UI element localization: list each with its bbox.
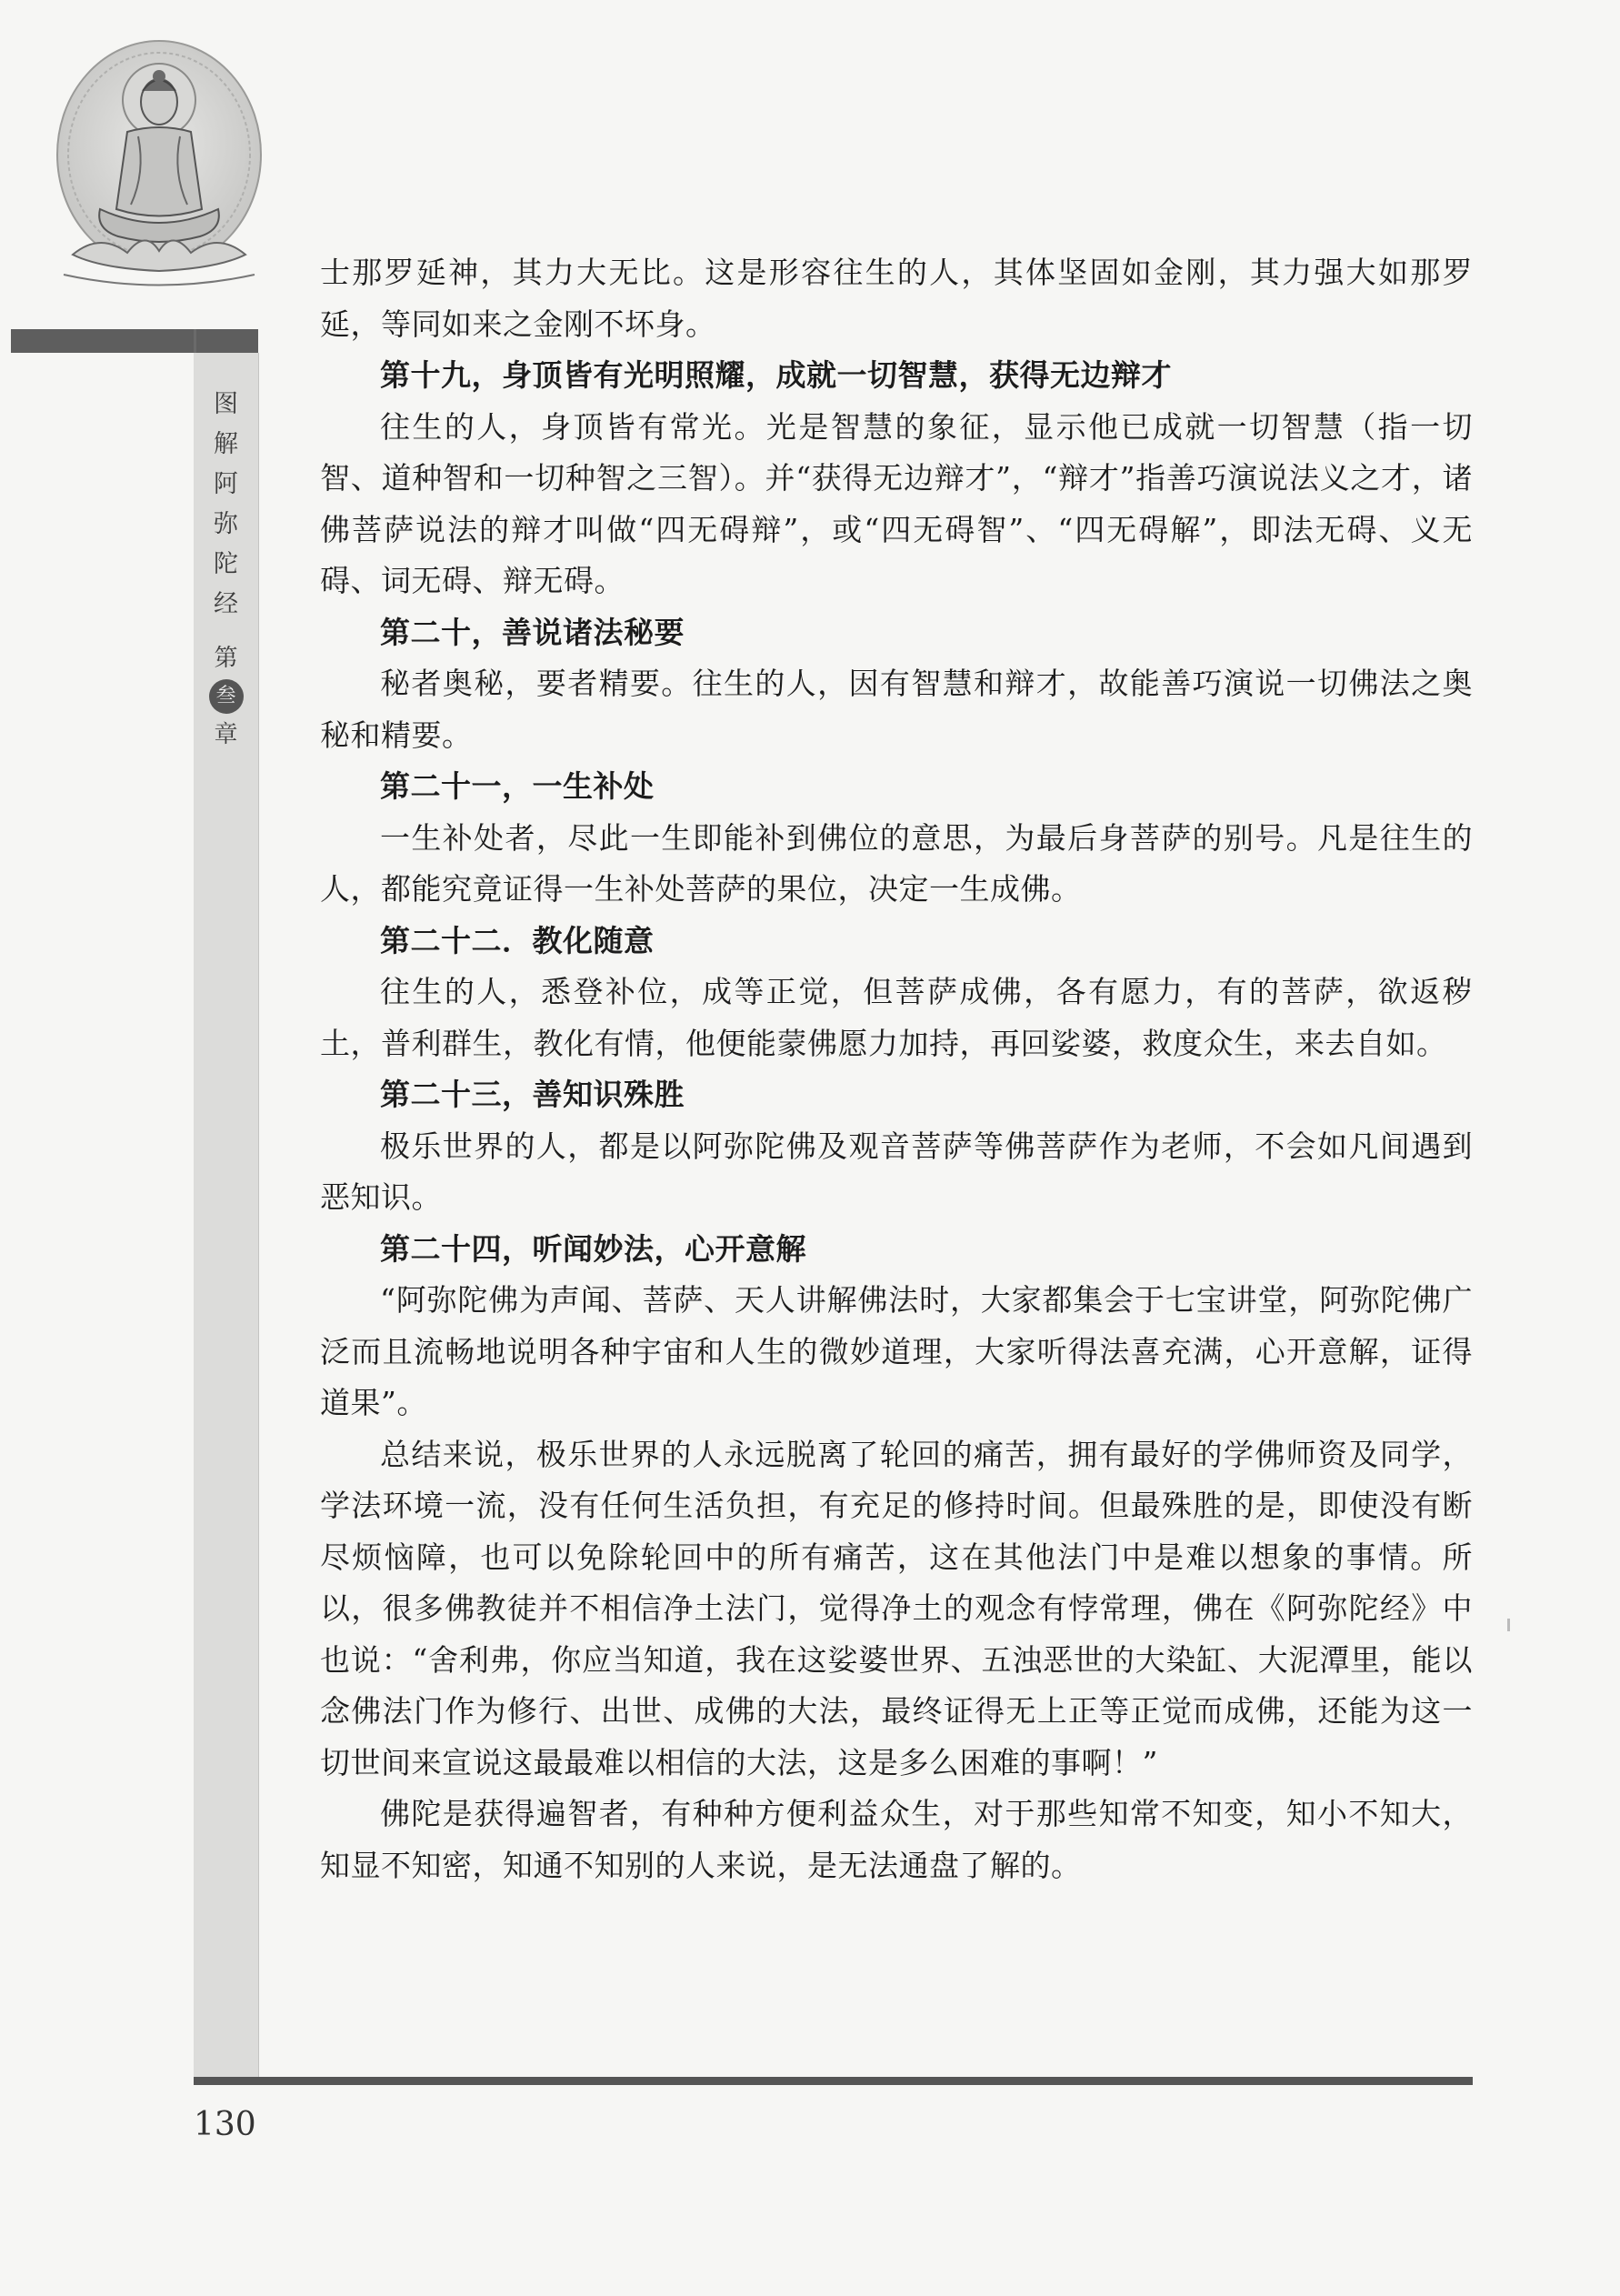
header-rule [11, 329, 258, 353]
book-title-vertical [194, 385, 258, 625]
chapter-label-vertical [194, 639, 258, 754]
section-heading: 第二十，善说诸法秘要 [380, 614, 685, 650]
paragraph: 一生补处者，尽此一生即能补到佛位的意思，为最后身菩萨的别号。凡是往生的人，都能究竟证得一生补处菩萨的果位，决定一生成佛。 [320, 819, 1473, 907]
paragraph: 士那罗延神，其力大无比。这是形容往生的人，其体坚固如金刚，其力强大如那罗延，等同如来之金刚不坏身。 [320, 255, 1473, 342]
book-title-char: 弥 [214, 510, 238, 538]
chapter-suffix: 章 [214, 721, 238, 748]
paragraph: 往生的人，悉登补位，成等正觉，但菩萨成佛，各有愿力，有的菩萨，欲返秽土，普利群生，教化有情，他便能蒙佛愿力加持，再回娑婆，救度众生，来去自如。 [320, 974, 1473, 1061]
book-title-char: 经 [214, 590, 238, 618]
book-title-char: 阿 [214, 470, 238, 498]
section-heading: 第二十四，听闻妙法，心开意解 [380, 1230, 806, 1267]
footer-rule [194, 2077, 1473, 2085]
scan-mark [1507, 1619, 1510, 1631]
book-title-char: 解 [214, 430, 238, 458]
book-title-char: 图 [214, 390, 238, 418]
section-heading: 第二十一，一生补处 [380, 768, 655, 804]
book-title-char: 陀 [214, 550, 238, 578]
chapter-sidebar [194, 353, 259, 2079]
paragraph: 往生的人，身顶皆有常光。光是智慧的象征，显示他已成就一切智慧（指一切智、道种智和一切种智之三智）。并“获得无边辩才”，“辩才”指善巧演说法义之才，诸佛菩萨说法的辩才叫做“四无碍辩”，或“四无碍智”、“四无碍解”，即法无碍、义无碍、词无碍、辩无碍。 [320, 408, 1473, 598]
section-heading: 第十九，身顶皆有光明照耀，成就一切智慧，获得无边辩才 [380, 357, 1172, 393]
paragraph: 总结来说，极乐世界的人永远脱离了轮回的痛苦，拥有最好的学佛师资及同学，学法环境一流，没有任何生活负担，有充足的修持时间。但最殊胜的是，即使没有断尽烦恼障，也可以免除轮回中的所有痛苦，这在其他法门中是难以想象的事情。所以，很多佛教徒并不相信净土法门，觉得净土的观念有悖常理，佛在《阿弥陀经》中也说：“舍利弗，你应当知道，我在这娑婆世界、五浊恶世的大染缸、大泥潭里，能以念佛法门作为修行、出世、成佛的大法，最终证得无上正等正觉而成佛，还能为这一切世间来宣说这最最难以相信的大法，这是多么困难的事啊！” [320, 1436, 1473, 1780]
section-heading: 第二十三，善知识殊胜 [380, 1077, 685, 1112]
paragraph: 佛陀是获得遍智者，有种种方便利益众生，对于那些知常不知变，知小不知大，知显不知密，知通不知别的人来说，是无法通盘了解的。 [320, 1796, 1473, 1883]
body-text [320, 247, 1473, 1891]
paragraph: 极乐世界的人，都是以阿弥陀佛及观音菩萨等佛菩萨作为老师，不会如凡间遇到恶知识。 [320, 1128, 1473, 1215]
chapter-prefix: 第 [214, 645, 238, 672]
section-heading: 第二十二．教化随意 [380, 922, 655, 958]
page-number: 130 [194, 2106, 256, 2143]
paragraph: “阿弥陀佛为声闻、菩萨、天人讲解佛法时，大家都集会于七宝讲堂，阿弥陀佛广泛而且流畅地说明各种宇宙和人生的微妙道理，大家听得法喜充满，心开意解，证得道果”。 [320, 1282, 1473, 1420]
chapter-number-badge: 叁 [209, 679, 244, 714]
buddha-emblem-icon [36, 36, 273, 309]
paragraph: 秘者奥秘，要者精要。往生的人，因有智慧和辩才，故能善巧演说一切佛法之奥秘和精要。 [320, 666, 1473, 753]
